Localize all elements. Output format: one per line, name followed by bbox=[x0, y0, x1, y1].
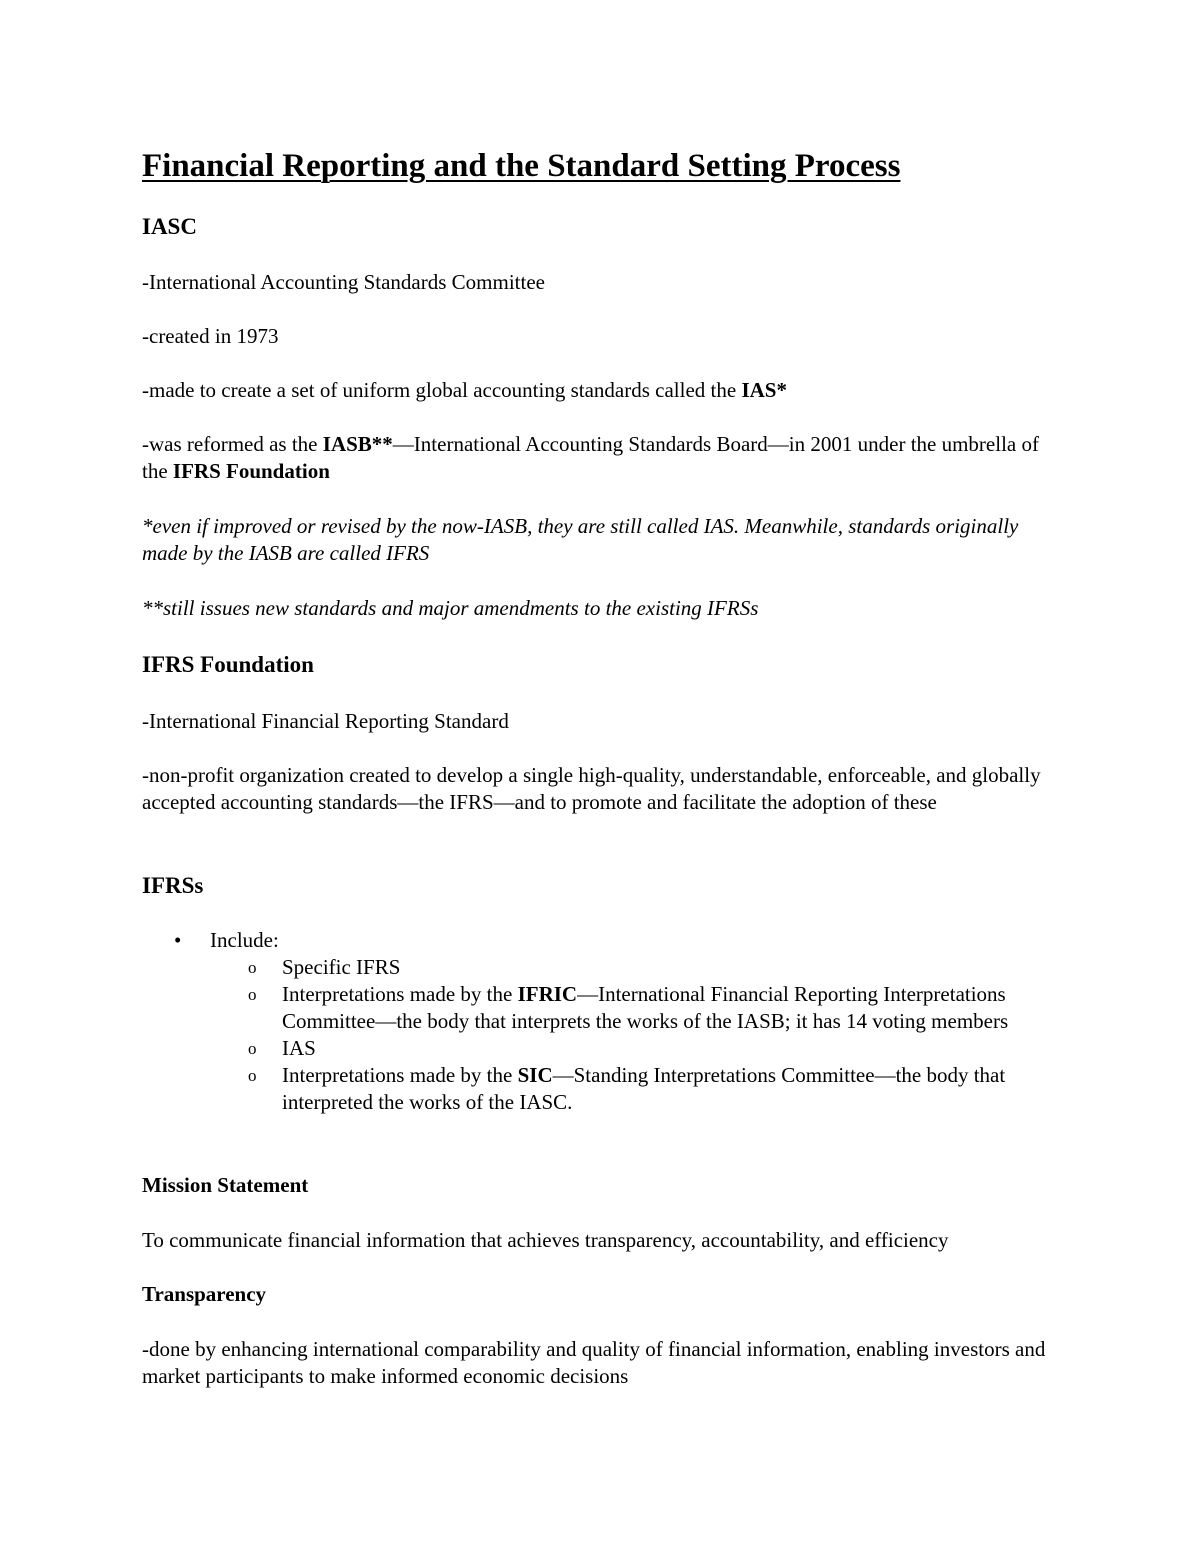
iasc-line-3 bbox=[142, 377, 1062, 404]
bullet-icon: • bbox=[174, 928, 182, 952]
document-title: Financial Reporting and the Standard Setting Process bbox=[142, 148, 901, 184]
transparency-text: -done by enhancing international comparability and quality of financial information, enabling investors and market participants to make informed economic decisions bbox=[142, 1337, 1046, 1388]
sub-list-item bbox=[142, 981, 1062, 1035]
mission-text: To communicate financial information that achieves transparency, accountability, and efficiency bbox=[142, 1228, 949, 1252]
iasc-line-4-text-a: -was reformed as the bbox=[142, 432, 323, 456]
sub-item-text: Interpretations made by the bbox=[282, 1063, 518, 1087]
iasc-footnote-2: **still issues new standards and major amendments to the existing IFRSs bbox=[142, 596, 759, 620]
iasc-footnote-1: *even if improved or revised by the now-IASB, they are still called IAS. Meanwhile, standards originally made by the IASB are called IFRS bbox=[142, 514, 1019, 565]
mission-heading: Mission Statement bbox=[142, 1173, 309, 1197]
ifrss-list bbox=[142, 927, 1062, 1116]
sub-list-item bbox=[142, 1062, 1062, 1116]
iasc-line-3-text: -made to create a set of uniform global accounting standards called the bbox=[142, 378, 742, 402]
ias-term: IAS* bbox=[741, 378, 787, 402]
iasc-line-4-text-b: —International Accounting Standards Board—in 2001 under the umbrella of the bbox=[142, 432, 1039, 483]
ifrs-foundation-line-1: -International Financial Reporting Standard bbox=[142, 709, 509, 733]
circle-bullet-icon: o bbox=[248, 1066, 257, 1085]
sub-item-text: Specific IFRS bbox=[282, 955, 401, 979]
iasc-line-2: -created in 1973 bbox=[142, 324, 279, 348]
include-label: Include: bbox=[210, 928, 279, 952]
iasc-line-1: -International Accounting Standards Committee bbox=[142, 270, 545, 294]
list-item-include bbox=[142, 927, 1062, 1116]
transparency-heading: Transparency bbox=[142, 1282, 267, 1306]
ifrs-foundation-term: IFRS Foundation bbox=[172, 459, 330, 483]
ifrs-foundation-line-2: -non-profit organization created to develop a single high-quality, understandable, enforceable, and globally accepted accounting standards—the IFRS—and to promote and facilitate the adoption of these bbox=[142, 763, 1041, 814]
sub-item-text-post: —Standing Interpretations Committee—the body that interpreted the works of the IASC. bbox=[282, 1063, 1006, 1114]
iasc-line-4 bbox=[142, 431, 1062, 485]
sub-list-item bbox=[142, 954, 1062, 981]
iasb-term: IASB** bbox=[322, 432, 393, 456]
ifrs-foundation-heading: IFRS Foundation bbox=[142, 652, 314, 677]
sub-item-text: IAS bbox=[282, 1036, 316, 1060]
iasc-heading: IASC bbox=[142, 214, 197, 239]
sub-item-text-post: —International Financial Reporting Interpretations Committee—the body that interprets the works of the IASB; it has 14 voting members bbox=[282, 982, 1009, 1033]
ifrss-sublist bbox=[210, 954, 1062, 1116]
sub-list-item bbox=[142, 1035, 1062, 1062]
circle-bullet-icon: o bbox=[248, 985, 257, 1004]
ifrss-heading: IFRSs bbox=[142, 873, 204, 898]
sic-term: SIC bbox=[517, 1063, 553, 1087]
ifric-term: IFRIC bbox=[517, 982, 578, 1006]
circle-bullet-icon: o bbox=[248, 1039, 257, 1058]
sub-item-text: Interpretations made by the bbox=[282, 982, 518, 1006]
circle-bullet-icon: o bbox=[248, 958, 257, 977]
